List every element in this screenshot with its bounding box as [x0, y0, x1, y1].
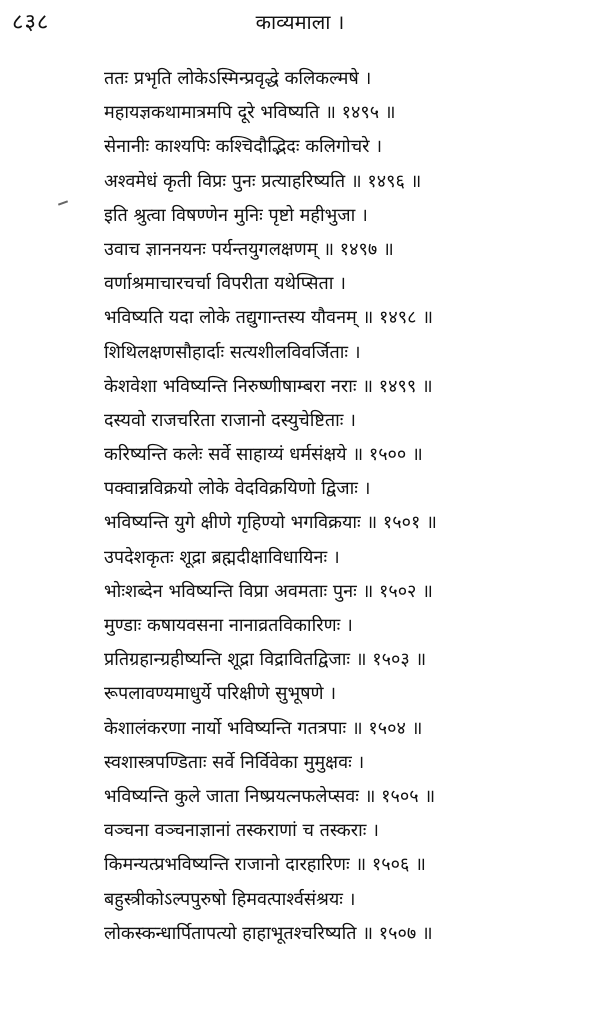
page-number: ८३८ — [12, 10, 50, 35]
stray-mark — [58, 200, 68, 205]
running-title: काव्यमाला । — [255, 10, 345, 34]
verse-line: केशवेशा भविष्यन्ति निरुष्णीषाम्बरा नराः ॥ १४९९ ॥ — [104, 375, 433, 397]
verse-line: शिथिलक्षणसौहार्दाः सत्यशीलविवर्जिताः । — [104, 341, 361, 363]
verse-line: वर्णाश्रमाचारचर्चा विपरीता यथेप्सिता । — [104, 273, 347, 295]
verse-line: भविष्यन्ति युगे क्षीणे गृहिण्यो भगविक्रयाः ॥ १५०१ ॥ — [104, 512, 437, 534]
verse-line: रूपलावण्यमाधुर्ये परिक्षीणे सुभूषणे । — [104, 683, 337, 705]
verse-line: ततः प्रभृति लोकेऽस्मिन्प्रवृद्धे कलिकल्मषे । — [104, 68, 372, 89]
verse-line: पक्वान्नविक्रयो लोके वेदविक्रयिणो द्विजाः । — [104, 478, 371, 500]
verse-line: भोःशब्देन भविष्यन्ति विप्रा अवमताः पुनः ॥ १५०२ ॥ — [104, 580, 433, 602]
verse-line: उपदेशकृतः शूद्रा ब्रह्मदीक्षाविधायिनः । — [104, 546, 340, 568]
verse-line: इति श्रुत्वा विषण्णेन मुनिः पृष्टो महीभुजा । — [104, 204, 368, 226]
verse-line: स्वशास्त्रपण्डिताः सर्वे निर्विवेका मुमुक्षवः । — [104, 751, 365, 773]
verse-line: दस्यवो राजचरिता राजानो दस्युचेष्टिताः । — [104, 409, 356, 431]
verse-line: केशालंकरणा नार्यो भविष्यन्ति गतत्रपाः ॥ १५०४ ॥ — [104, 717, 423, 739]
verse-block — [104, 62, 584, 951]
verse-line: अश्वमेधं कृती विप्रः पुनः प्रत्याहरिष्यति ॥ १४९६ ॥ — [104, 170, 422, 192]
verse-line: वञ्चना वञ्चनाज्ञानां तस्कराणां च तस्कराः । — [104, 820, 379, 842]
verse-line: उवाच ज्ञाननयनः पर्यन्तयुगलक्षणम् ॥ १४९७ ॥ — [104, 238, 394, 260]
verse-line: बहुस्त्रीकोऽल्पपुरुषो हिमवत्पार्श्वसंश्रयः । — [104, 888, 356, 910]
verse-line: करिष्यन्ति कलेः सर्वे साहाय्यं धर्मसंक्षये ॥ १५०० ॥ — [104, 444, 423, 466]
verse-line: किमन्यत्प्रभविष्यन्ति राजानो दारहारिणः ॥ १५०६ ॥ — [104, 854, 426, 876]
verse-line: मुण्डाः कषायवसना नानाव्रतविकारिणः । — [104, 615, 353, 636]
verse-line: भविष्यति यदा लोके तद्युगान्तस्य यौवनम् ॥ १४९८ ॥ — [104, 307, 433, 329]
page-header — [0, 6, 600, 36]
verse-line: महायज्ञकथामात्रमपि दूरे भविष्यति ॥ १४९५ ॥ — [104, 102, 396, 124]
verse-line: सेनानीः काश्यपिः कश्चिदौद्भिदः कलिगोचरे । — [104, 136, 383, 158]
verse-line: लोकस्कन्धार्पितापत्यो हाहाभूतश्चरिष्यति ॥ १५०७ ॥ — [104, 922, 433, 944]
verse-line: प्रतिग्रहान्ग्रहीष्यन्ति शूद्रा विद्रावितद्विजाः ॥ १५०३ ॥ — [104, 649, 427, 671]
verse-line: भविष्यन्ति कुले जाता निष्प्रयत्नफलेप्सवः ॥ १५०५ ॥ — [104, 785, 436, 807]
